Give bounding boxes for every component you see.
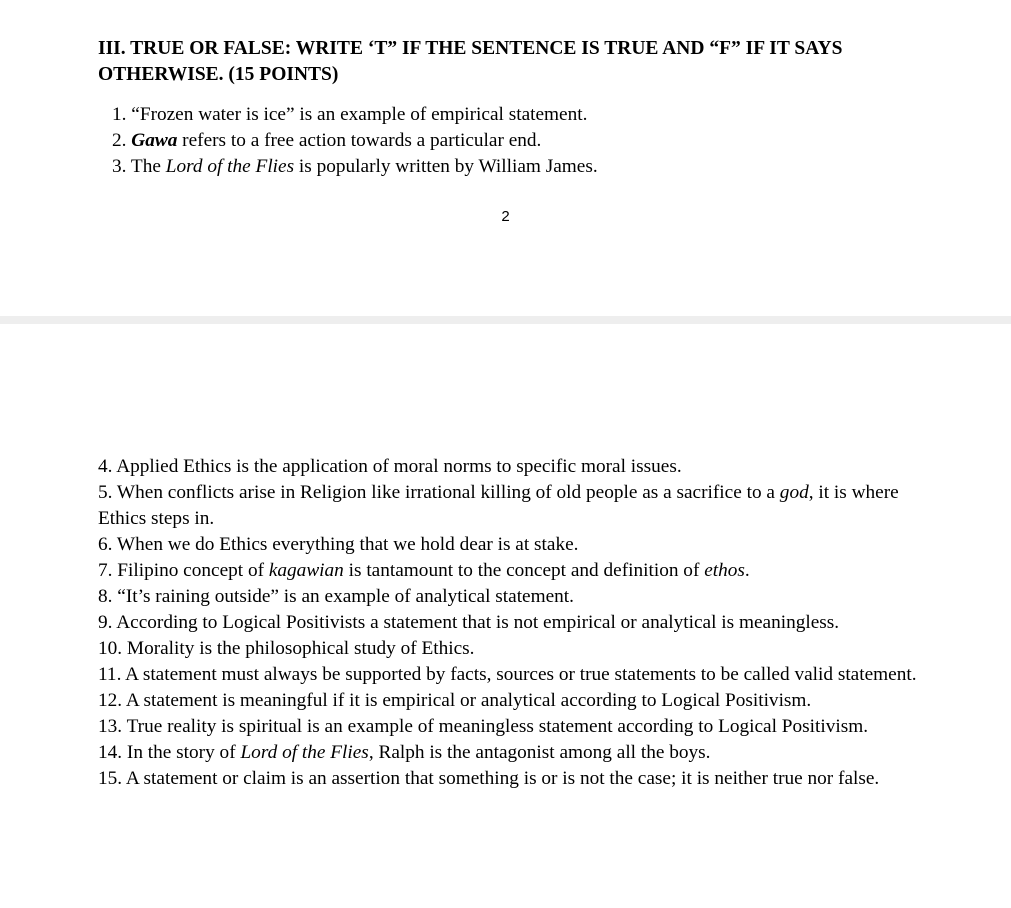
page-separator bbox=[0, 316, 1011, 324]
emphasized-term: ethos bbox=[704, 560, 745, 581]
question-item-12: 12. A statement is meaningful if it is empirical or analytical according to Logical Positivism. bbox=[98, 690, 812, 711]
emphasized-term: god bbox=[779, 482, 809, 503]
question-item-7: 7. Filipino concept of kagawian is tantamount to the concept and definition of ethos. bbox=[98, 560, 750, 581]
question-item-8: 8. “It’s raining outside” is an example of analytical statement. bbox=[98, 586, 574, 607]
question-item-1: 1. “Frozen water is ice” is an example of empirical statement. bbox=[112, 104, 588, 125]
question-item-3: 3. The Lord of the Flies is popularly written by William James. bbox=[112, 156, 598, 177]
emphasized-term: kagawian bbox=[268, 560, 344, 581]
question-item-13: 13. True reality is spiritual is an example of meaningless statement according to Logical Positivism. bbox=[98, 716, 869, 737]
book-title: Lord of the Flies bbox=[165, 156, 295, 177]
question-item-11: 11. A statement must always be supported by facts, sources or true statements to be called valid statement. bbox=[98, 664, 917, 685]
question-list-page-2 bbox=[98, 454, 928, 792]
question-list-page-1 bbox=[112, 102, 942, 180]
question-item-5: 5. When conflicts arise in Religion like irrational killing of old people as a sacrifice to a god, it is where Ethics steps in. bbox=[98, 482, 899, 529]
page-number: 2 bbox=[501, 208, 510, 225]
question-item-6: 6. When we do Ethics everything that we hold dear is at stake. bbox=[98, 534, 579, 555]
question-item-4: 4. Applied Ethics is the application of moral norms to specific moral issues. bbox=[98, 456, 682, 477]
section-heading: III. TRUE OR FALSE: WRITE ‘T” IF THE SENTENCE IS TRUE AND “F” IF IT SAYS OTHERWISE. (15 POINTS) bbox=[98, 38, 843, 85]
emphasized-term: Gawa bbox=[131, 130, 178, 151]
question-item-2: 2. Gawa refers to a free action towards a particular end. bbox=[112, 130, 542, 151]
book-title: Lord of the Flies bbox=[240, 742, 369, 763]
question-item-14: 14. In the story of Lord of the Flies, Ralph is the antagonist among all the boys. bbox=[98, 742, 711, 763]
document-page-2 bbox=[0, 324, 1011, 908]
question-item-10: 10. Morality is the philosophical study of Ethics. bbox=[98, 638, 475, 659]
document-page-1 bbox=[0, 0, 1011, 316]
question-item-9: 9. According to Logical Positivists a statement that is not empirical or analytical is meaningless. bbox=[98, 612, 840, 633]
question-item-15: 15. A statement or claim is an assertion that something is or is not the case; it is neither true nor false. bbox=[98, 768, 880, 789]
